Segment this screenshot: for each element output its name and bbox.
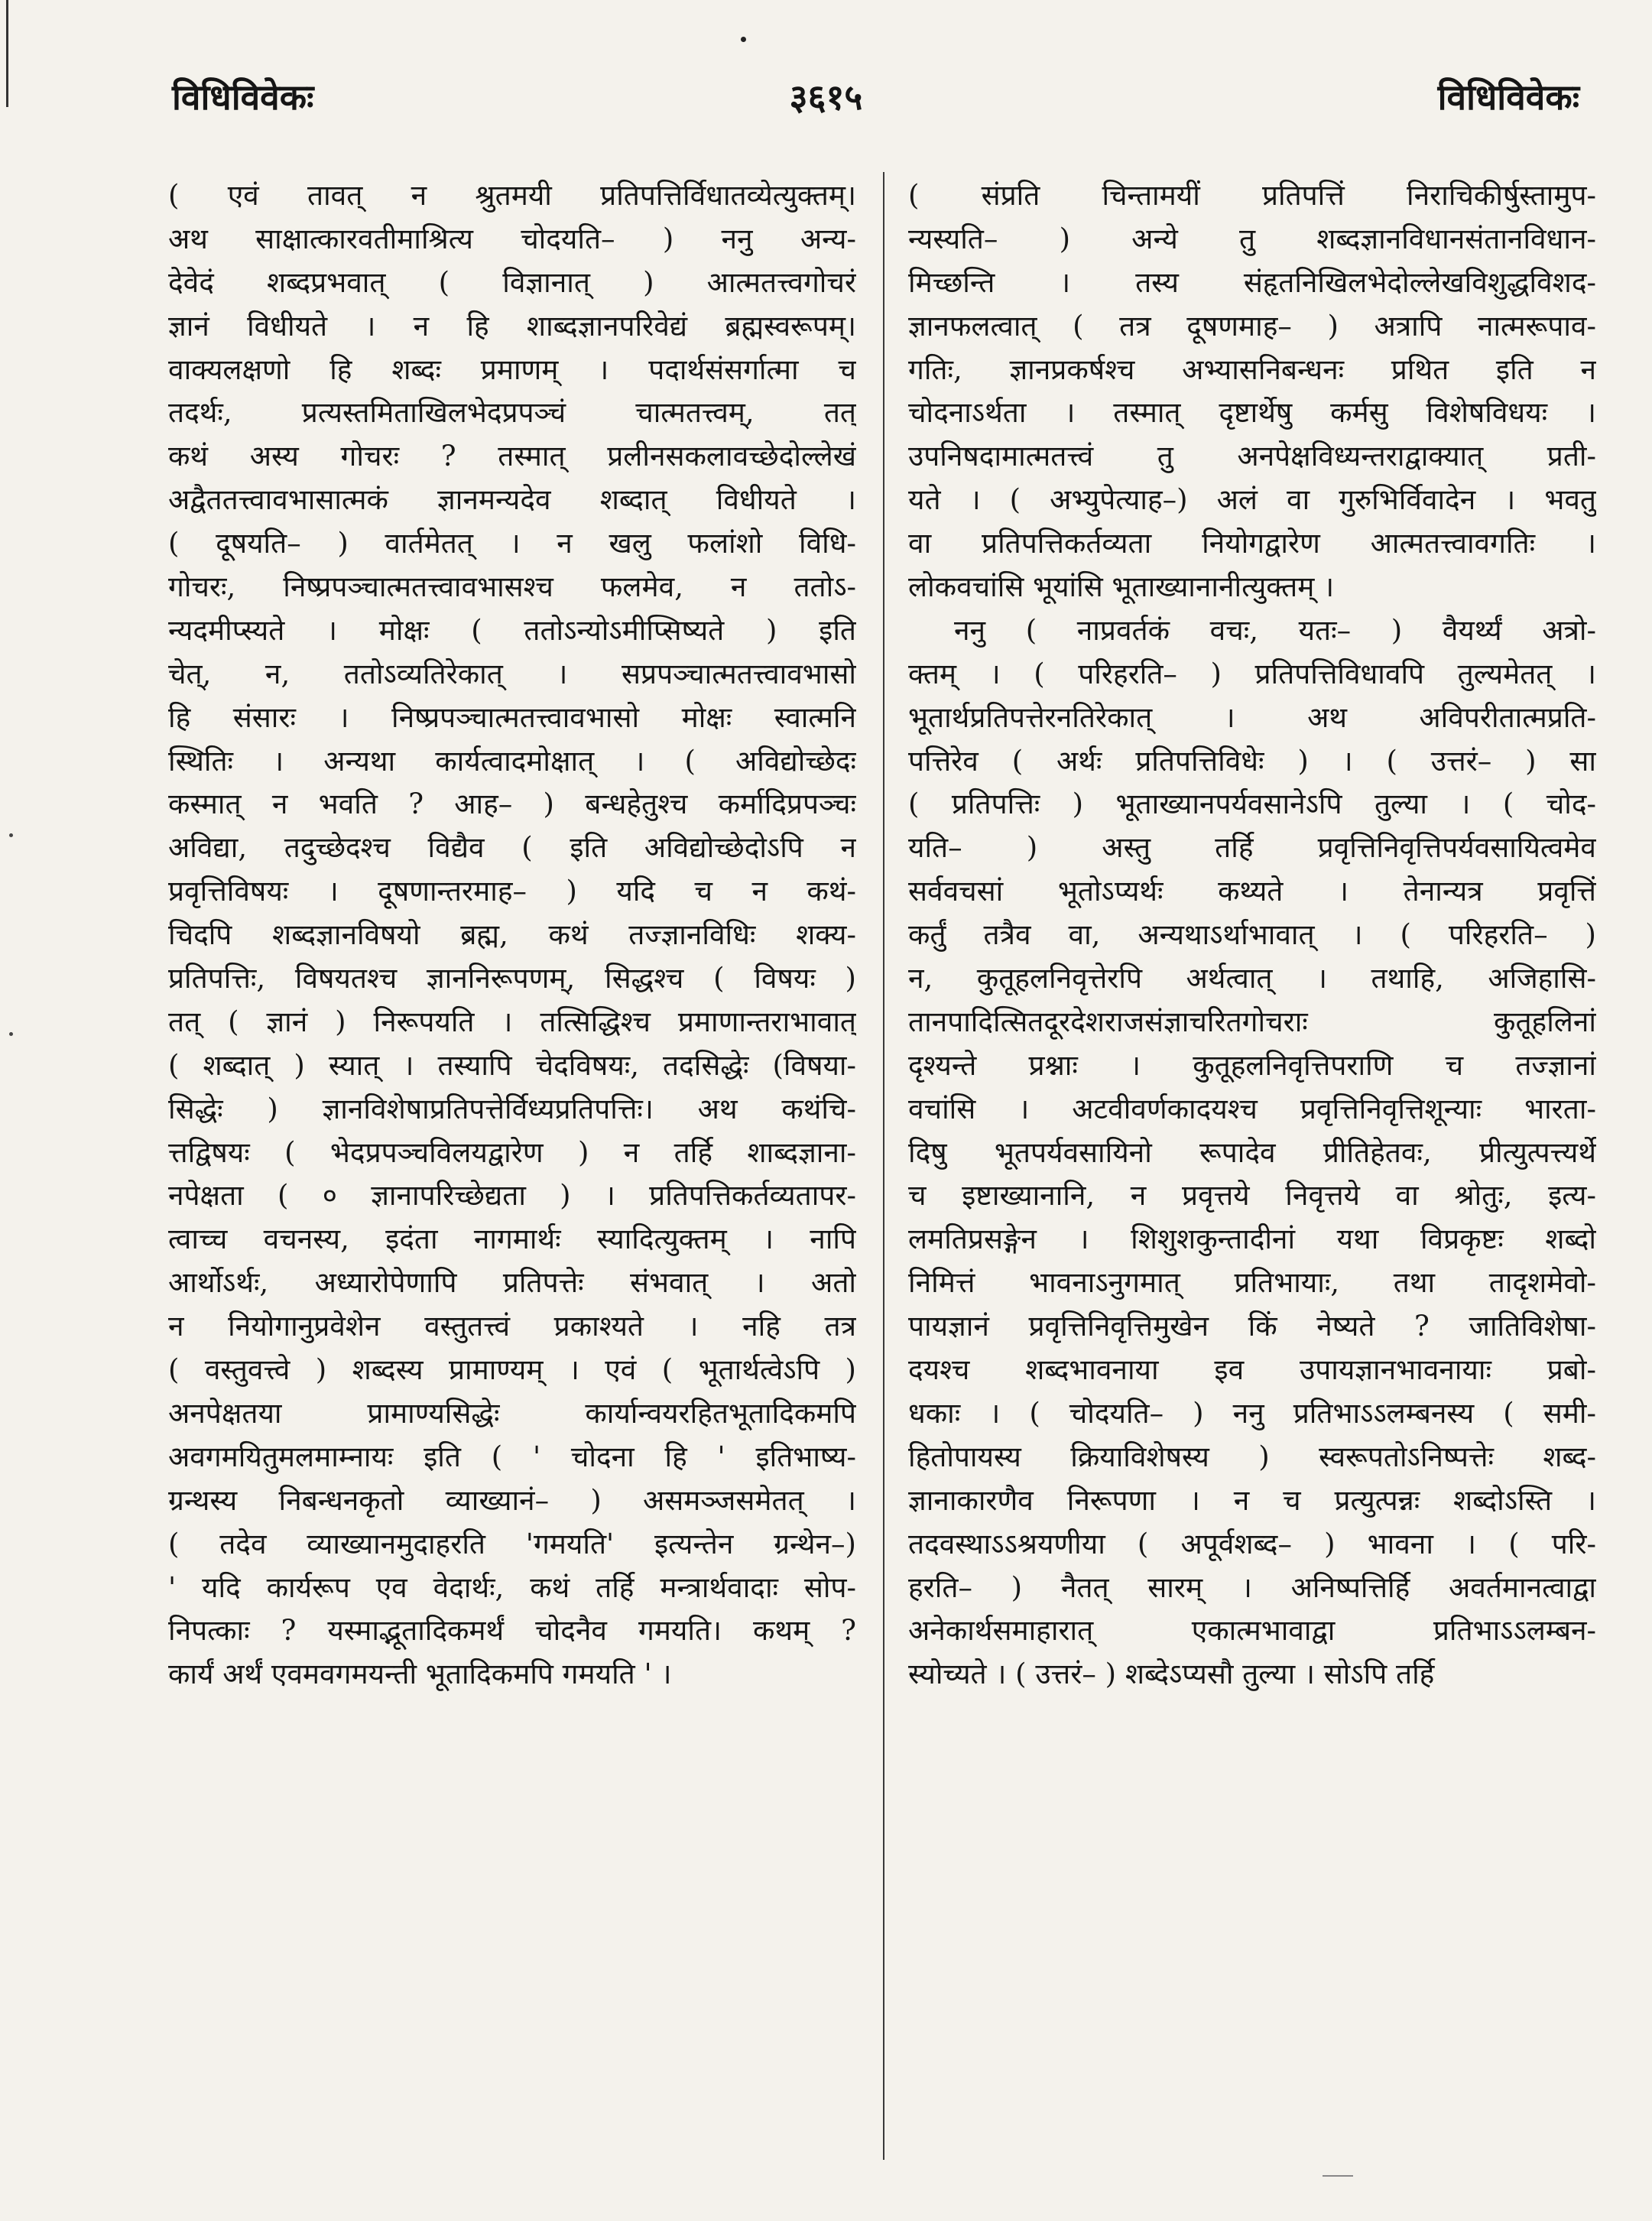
page-bottom-mark	[1323, 2175, 1353, 2177]
text-line: ग्रन्थस्य निबन्धनकृतो व्याख्यानं– ) असमञ्जसमेतत् ।	[168, 1483, 856, 1517]
text-line: न्यस्यति– ) अन्ये तु शब्दज्ञानविधानसंतानविधान-	[908, 222, 1596, 255]
text-line: प्रवृत्तिविषयः । दूषणान्तरमाह– ) यदि च न कथं-	[168, 875, 856, 908]
text-line: त्तद्विषयः ( भेदप्रपञ्चविलयद्वारेण ) न तर्हि शाब्दज्ञाना-	[168, 1135, 856, 1169]
text-line: अविद्या, तदुच्छेदश्च विद्यैव ( इति अविद्योच्छेदोऽपि न	[168, 831, 856, 865]
text-line: ( एवं तावत् न श्रुतमयी प्रतिपत्तिर्विधातव्येत्युक्तम्।	[168, 179, 856, 212]
text-line: हि संसारः । निष्प्रपञ्चात्मतत्त्वावभासो मोक्षः स्वात्मनि	[168, 700, 856, 734]
ink-speck	[9, 833, 13, 837]
text-line: अथ साक्षात्कारवतीमाश्रित्य चोदयति– ) ननु अन्य-	[168, 222, 856, 255]
text-line: चिदपि शब्दज्ञानविषयो ब्रह्म, कथं तज्ज्ञानविधिः शक्य-	[168, 918, 856, 952]
right-text-column	[908, 174, 1596, 1697]
text-line: पायज्ञानं प्रवृत्तिनिवृत्तिमुखेन किं नेष्यते ? जातिविशेषा-	[908, 1310, 1596, 1343]
text-line: वा प्रतिपत्तिकर्तव्यता नियोगद्वारेण आत्मतत्त्वावगतिः ।	[908, 527, 1596, 560]
text-line: तानपादित्सितदूरदेशराजसंज्ञाचरितगोचराः कुतूहलिनां	[908, 1005, 1596, 1038]
text-line: पत्तिरेव ( अर्थः प्रतिपत्तिविधेः ) । ( उत्तरं– ) सा	[908, 744, 1596, 778]
text-line: स्थितिः । अन्यथा कार्यत्वादमोक्षात् । ( अविद्योच्छेदः	[168, 744, 856, 778]
text-line: यति– ) अस्तु तर्हि प्रवृत्तिनिवृत्तिपर्यवसायित्वमेव	[908, 831, 1596, 865]
text-line: अनपेक्षतया प्रामाण्यसिद्धेः कार्यान्वयरहितभूतादिकमपि	[168, 1396, 856, 1430]
ink-speck	[741, 37, 746, 42]
text-line: गतिः, ज्ञानप्रकर्षश्च अभ्यासनिबन्धनः प्रथित इति न	[908, 352, 1596, 386]
text-line: कार्यं अर्थं एवमवगमयन्ती भूतादिकमपि गमयति ' ।	[168, 1658, 672, 1691]
text-line: न, कुतूहलनिवृत्तेरपि अर्थत्वात् । तथाहि, अजिहासि-	[908, 962, 1596, 995]
text-line: ज्ञानाकारणैव निरूपणा । न च प्रत्युत्पन्नः शब्दोऽस्ति ।	[908, 1483, 1596, 1517]
text-line: हितोपायस्य क्रियाविशेषस्य ) स्वरूपतोऽनिष्पत्तेः शब्द-	[908, 1440, 1596, 1473]
text-line: दयश्च शब्दभावनाया इव उपायज्ञानभावनायाः प्रबो-	[908, 1353, 1596, 1387]
text-line: प्रतिपत्तिः, विषयतश्च ज्ञाननिरूपणम्, सिद्धश्च ( विषयः )	[168, 962, 856, 995]
text-line: ( वस्तुवत्त्वे ) शब्दस्य प्रामाण्यम् । एवं ( भूतार्थत्वेऽपि )	[168, 1353, 856, 1387]
text-line: निपत्काः ? यस्माद्भूतादिकमर्थं चोदनैव गमयति। कथम् ?	[168, 1614, 856, 1648]
running-header	[0, 73, 1652, 134]
text-line: धकाः । ( चोदयति– ) ननु प्रतिभाऽऽलम्बनस्य ( समी-	[908, 1396, 1596, 1430]
text-line: ननु ( नाप्रवर्तकं वचः, यतः– ) वैयर्थ्यं अत्रो-	[954, 613, 1596, 647]
text-line: चोदनाऽर्थता । तस्मात् दृष्टार्थेषु कर्मसु विशेषविधयः ।	[908, 396, 1596, 430]
text-line: वाक्यलक्षणो हि शब्दः प्रमाणम् । पदार्थसंसर्गात्मा च	[168, 352, 856, 386]
text-line: ज्ञानं विधीयते । न हि शाब्दज्ञानपरिवेद्यं ब्रह्मस्वरूपम्।	[168, 309, 856, 343]
text-line: तदर्थः, प्रत्यस्तमिताखिलभेदप्रपञ्चं चात्मतत्त्वम्, तत्	[168, 396, 856, 430]
text-line: न नियोगानुप्रवेशेन वस्तुतत्त्वं प्रकाश्यते । नहि तत्र	[168, 1310, 856, 1343]
text-line: दृश्यन्ते प्रश्नाः । कुतूहलनिवृत्तिपराणि च तज्ज्ञानां	[908, 1048, 1596, 1082]
text-line: ( संप्रति चिन्तामयीं प्रतिपत्तिं निराचिकीर्षुस्तामुप-	[908, 179, 1596, 212]
text-line: भूतार्थप्रतिपत्तेरनतिरेकात् । अथ अविपरीतात्मप्रति-	[908, 700, 1596, 734]
text-line: ( प्रतिपत्तिः ) भूताख्यानपर्यवसानेऽपि तुल्या । ( चोद-	[908, 787, 1596, 821]
text-line: स्योच्यते । ( उत्तरं– ) शब्देऽप्यसौ तुल्या । सोऽपि तर्हि	[908, 1658, 1435, 1691]
text-line: तदवस्थाऽऽश्रयणीया ( अपूर्वशब्द– ) भावना । ( परि-	[908, 1527, 1596, 1560]
text-line: सिद्धेः ) ज्ञानविशेषाप्रतिपत्तेर्विध्यप्रतिपत्तिः। अथ कथंचि-	[168, 1092, 856, 1125]
header-title-left: विधिविवेकः	[172, 76, 314, 118]
text-line: अवगमयितुमलमाम्नायः इति ( ' चोदना हि ' इतिभाष्य-	[168, 1440, 856, 1473]
text-line: लोकवचांसि भूयांसि भूताख्यानानीत्युक्तम् ।	[908, 570, 1335, 604]
text-line: यते । ( अभ्युपेत्याह–) अलं वा गुरुभिर्विवादेन । भवतु	[908, 483, 1596, 517]
left-text-column	[168, 174, 856, 1697]
text-line: त्वाच्च वचनस्य, इदंता नागमार्थः स्यादित्युक्तम् । नापि	[168, 1223, 856, 1256]
text-line: लमतिप्रसङ्गेन । शिशुशकुन्तादीनां यथा विप्रकृष्टः शब्दो	[908, 1223, 1596, 1256]
text-line: मिच्छन्ति । तस्य संहृतनिखिलभेदोल्लेखविशुद्धविशद-	[908, 265, 1596, 299]
text-line: न्यदमीप्स्यते । मोक्षः ( ततोऽन्योऽमीप्सिष्यते ) इति	[168, 613, 856, 647]
text-line: देवेदं शब्दप्रभवात् ( विज्ञानात् ) आत्मतत्त्वगोचरं	[168, 265, 856, 299]
column-divider	[883, 172, 884, 2160]
text-line: हरति– ) नैतत् सारम् । अनिष्पत्तिर्हि अवर्तमानत्वाद्वा	[908, 1570, 1596, 1604]
text-line: क्तम् । ( परिहरति– ) प्रतिपत्तिविधावपि तुल्यमेतत् ।	[908, 657, 1596, 690]
text-line: नपेक्षता ( ० ज्ञानापरिच्छेद्यता ) । प्रतिपत्तिकर्तव्यतापर-	[168, 1179, 856, 1213]
text-line: ' यदि कार्यरूप एव वेदार्थः, कथं तर्हि मन्त्रार्थवादाः सोप-	[168, 1570, 856, 1604]
text-line: गोचरः, निष्प्रपञ्चात्मतत्त्वावभासश्च फलमेव, न ततोऽ-	[168, 570, 856, 604]
header-title-right: विधिविवेकः	[1437, 76, 1579, 118]
text-line: उपनिषदामात्मतत्त्वं तु अनपेक्षविध्यन्तराद्वाक्यात् प्रती-	[908, 440, 1596, 473]
text-line: अनेकार्थसमाहारात् एकात्मभावाद्वा प्रतिभाऽऽलम्बन-	[908, 1614, 1596, 1648]
text-line: कर्तुं तत्रैव वा, अन्यथाऽर्थाभावात् । ( परिहरति– )	[908, 918, 1596, 952]
text-line: निमित्तं भावनाऽनुगमात् प्रतिभायाः, तथा तादृशमेवो-	[908, 1266, 1596, 1300]
text-line: आर्थोऽर्थः, अध्यारोपेणापि प्रतिपत्तेः संभवात् । अतो	[168, 1266, 856, 1300]
text-line: तत् ( ज्ञानं ) निरूपयति । तत्सिद्धिश्च प्रमाणान्तराभावात्	[168, 1005, 856, 1038]
text-line: ज्ञानफलत्वात् ( तत्र दूषणमाह– ) अत्रापि नात्मरूपाव-	[908, 309, 1596, 343]
text-line: चेत्, न, ततोऽव्यतिरेकात् । सप्रपञ्चात्मतत्त्वावभासो	[168, 657, 856, 690]
text-line: ( शब्दात् ) स्यात् । तस्यापि चेदविषयः, तदसिद्धेः (विषया-	[168, 1048, 856, 1082]
text-line: कस्मात् न भवति ? आह– ) बन्धहेतुश्च कर्मादिप्रपञ्चः	[168, 787, 856, 821]
page-number: ३६१५	[789, 76, 863, 118]
text-line: सर्ववचसां भूतोऽप्यर्थः कथ्यते । तेनान्यत्र प्रवृत्तिं	[908, 875, 1596, 908]
text-line: दिषु भूतपर्यवसायिनो रूपादेव प्रीतिहेतवः, प्रीत्युत्पत्त्यर्थे	[908, 1135, 1596, 1169]
text-line: ( दूषयति– ) वार्तमेतत् । न खलु फलांशो विधि-	[168, 527, 856, 560]
text-line: ( तदेव व्याख्यानमुदाहरति 'गमयति' इत्यन्तेन ग्रन्थेन–)	[168, 1527, 856, 1560]
text-line: कथं अस्य गोचरः ? तस्मात् प्रलीनसकलावच्छेदोल्लेखं	[168, 440, 856, 473]
text-line: वचांसि । अटवीवर्णकादयश्च प्रवृत्तिनिवृत्तिशून्याः भारता-	[908, 1092, 1596, 1125]
text-line: च इष्टाख्यानानि, न प्रवृत्तये निवृत्तये वा श्रोतुः, इत्य-	[908, 1179, 1596, 1213]
ink-speck	[9, 1032, 13, 1036]
text-line: अद्वैततत्त्वावभासात्मकं ज्ञानमन्यदेव शब्दात् विधीयते ।	[168, 483, 856, 517]
